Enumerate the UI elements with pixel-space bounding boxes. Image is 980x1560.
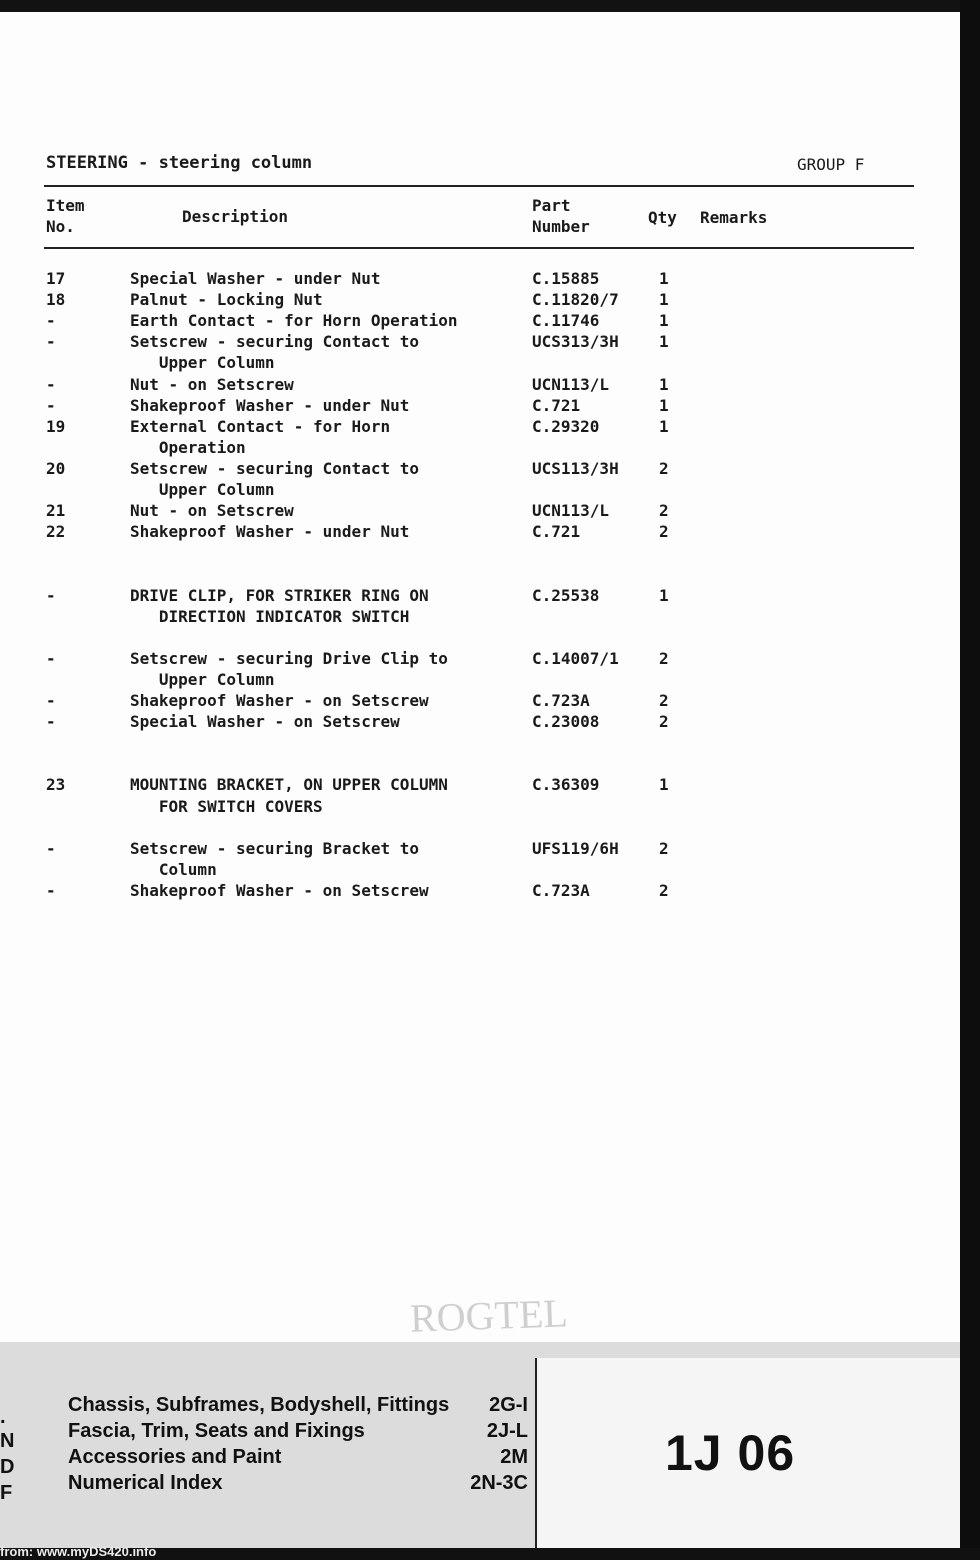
cell-part-number: C.11746: [532, 311, 600, 331]
source-credit: from: www.myDS420.info: [0, 1544, 157, 1559]
table-row: [0, 732, 960, 753]
cell-description: Setscrew - securing Drive Clip to: [130, 648, 448, 668]
cell-qty: 2: [659, 648, 669, 668]
table-row: [0, 817, 960, 838]
table-row: [0, 374, 960, 395]
table-row: [0, 627, 960, 648]
cell-part-number: C.36309: [532, 775, 600, 795]
table-row: [0, 838, 960, 859]
table-row: [0, 606, 960, 627]
index-label: Chassis, Subframes, Bodyshell, Fittings: [68, 1394, 450, 1416]
cell-description: Setscrew - securing Bracket to: [130, 838, 419, 858]
col-header-qty: Qty: [648, 208, 677, 227]
table-row: [0, 521, 960, 542]
cell-description: MOUNTING BRACKET, ON UPPER COLUMN: [130, 775, 448, 795]
cell-description: Earth Contact - for Horn Operation: [130, 311, 458, 331]
header-rule-bottom: [44, 247, 914, 249]
cell-qty: 2: [659, 838, 669, 858]
cell-qty: 1: [659, 290, 669, 310]
index-code: 2G-I: [489, 1394, 528, 1416]
cell-item-no: -: [46, 374, 56, 394]
cell-qty: 1: [659, 585, 669, 605]
cell-item-no: -: [46, 311, 56, 331]
cell-item-no: -: [46, 585, 56, 605]
cell-description: External Contact - for Horn: [130, 416, 391, 436]
cell-description: Shakeproof Washer - under Nut: [130, 522, 410, 542]
cell-item-no: -: [46, 332, 56, 352]
table-row: [0, 563, 960, 584]
cell-part-number: UCS113/3H: [532, 458, 619, 478]
table-row: [0, 458, 960, 479]
cell-description: DIRECTION INDICATOR SWITCH: [130, 606, 410, 626]
cell-qty: 1: [659, 775, 669, 795]
cell-item-no: 22: [46, 522, 66, 542]
watermark-stamp: ROGTEL: [409, 1290, 569, 1341]
cell-qty: 2: [659, 691, 669, 710]
cell-part-number: C.11820/7: [532, 290, 619, 310]
header-rule-top: [44, 185, 914, 187]
table-row: [0, 774, 960, 795]
table-row: [0, 289, 960, 310]
cell-part-number: C.25538: [532, 585, 600, 605]
cell-qty: 2: [659, 880, 669, 900]
cell-part-number: C.721: [532, 395, 581, 415]
cell-part-number: C.14007/1: [532, 648, 619, 668]
index-label: Fascia, Trim, Seats and Fixings: [68, 1420, 365, 1442]
cell-item-no: 23: [46, 775, 66, 795]
cell-item-no: -: [46, 838, 56, 858]
cell-description: Operation: [130, 437, 246, 457]
index-code: 2N-3C: [470, 1472, 528, 1494]
table-row: [0, 416, 960, 437]
cell-item-no: -: [46, 712, 56, 732]
cell-item-no: 17: [46, 269, 66, 288]
cell-description: Special Washer - under Nut: [130, 269, 381, 288]
edge-letter: F: [0, 1482, 13, 1504]
table-row: [0, 310, 960, 331]
cell-item-no: 21: [46, 501, 66, 521]
index-code: 2M: [500, 1446, 528, 1468]
cell-part-number: C.23008: [532, 712, 600, 732]
cell-description: Nut - on Setscrew: [130, 501, 294, 521]
cell-part-number: UCS313/3H: [532, 332, 619, 352]
table-row: [0, 479, 960, 500]
scan-border-right: [960, 0, 980, 1560]
cell-description: Column: [130, 859, 217, 879]
cell-item-no: -: [46, 648, 56, 668]
index-entry: [68, 1470, 528, 1496]
cell-part-number: C.29320: [532, 416, 600, 436]
cell-item-no: -: [46, 691, 56, 710]
cell-qty: 1: [659, 395, 669, 415]
edge-letter: D: [0, 1456, 15, 1478]
table-row: [0, 352, 960, 373]
cell-item-no: 18: [46, 290, 66, 310]
cell-part-number: C.721: [532, 522, 581, 542]
cell-part-number: UCN113/L: [532, 501, 610, 521]
cell-qty: 1: [659, 269, 669, 288]
index-entry: [68, 1444, 528, 1470]
fiche-number: 1J 06: [665, 1425, 796, 1481]
table-row: [0, 753, 960, 774]
table-row: [0, 395, 960, 416]
index-code: 2J-L: [486, 1420, 528, 1442]
cell-qty: 2: [659, 712, 669, 732]
cell-qty: 1: [659, 374, 669, 394]
cell-part-number: C.15885: [532, 269, 600, 288]
cell-description: Shakeproof Washer - under Nut: [130, 395, 410, 415]
index-entry: [68, 1418, 528, 1444]
cell-part-number: C.723A: [532, 880, 590, 900]
cell-part-number: UCN113/L: [532, 374, 610, 394]
table-row: [0, 669, 960, 690]
table-row: [0, 690, 960, 711]
cell-description: Palnut - Locking Nut: [130, 290, 323, 310]
index-entry: [68, 1392, 528, 1418]
table-row: [0, 859, 960, 880]
cell-qty: 2: [659, 458, 669, 478]
cell-description: Nut - on Setscrew: [130, 374, 294, 394]
page-title: STEERING - steering column: [46, 153, 313, 173]
cell-description: Setscrew - securing Contact to: [130, 458, 419, 478]
cell-qty: 1: [659, 332, 669, 352]
cell-qty: 2: [659, 522, 669, 542]
table-row: [0, 268, 960, 289]
cell-item-no: -: [46, 395, 56, 415]
table-row: [0, 796, 960, 817]
group-label: GROUP F: [797, 155, 865, 174]
index-label: Accessories and Paint: [68, 1446, 282, 1468]
cell-description: Shakeproof Washer - on Setscrew: [130, 880, 429, 900]
table-row: [0, 880, 960, 901]
cell-description: Upper Column: [130, 669, 275, 689]
table-row: [0, 331, 960, 352]
cell-description: Setscrew - securing Contact to: [130, 332, 419, 352]
col-header-item: Item No.: [46, 196, 85, 236]
cell-part-number: C.723A: [532, 691, 590, 710]
cell-part-number: UFS119/6H: [532, 838, 619, 858]
cell-description: Upper Column: [130, 480, 275, 499]
table-row: [0, 500, 960, 521]
table-row: [0, 542, 960, 563]
cell-description: DRIVE CLIP, FOR STRIKER RING ON: [130, 585, 429, 605]
edge-letter: N: [0, 1430, 15, 1452]
cell-item-no: 19: [46, 416, 66, 436]
edge-letter: .: [0, 1406, 6, 1428]
catalogue-page: [0, 12, 960, 1548]
cell-description: Shakeproof Washer - on Setscrew: [130, 691, 429, 710]
col-header-description: Description: [182, 207, 288, 226]
col-header-remarks: Remarks: [700, 208, 768, 227]
cell-description: Upper Column: [130, 353, 275, 373]
table-row: [0, 648, 960, 669]
cell-qty: 1: [659, 311, 669, 331]
index-label: Numerical Index: [68, 1472, 223, 1494]
table-row: [0, 437, 960, 458]
col-header-part-number: Part Number: [532, 196, 590, 236]
cell-item-no: -: [46, 880, 56, 900]
cell-item-no: 20: [46, 458, 66, 478]
table-row: [0, 711, 960, 732]
cell-description: FOR SWITCH COVERS: [130, 796, 323, 816]
cell-description: Special Washer - on Setscrew: [130, 712, 400, 732]
cell-qty: 2: [659, 501, 669, 521]
cell-qty: 1: [659, 416, 669, 436]
table-row: [0, 585, 960, 606]
